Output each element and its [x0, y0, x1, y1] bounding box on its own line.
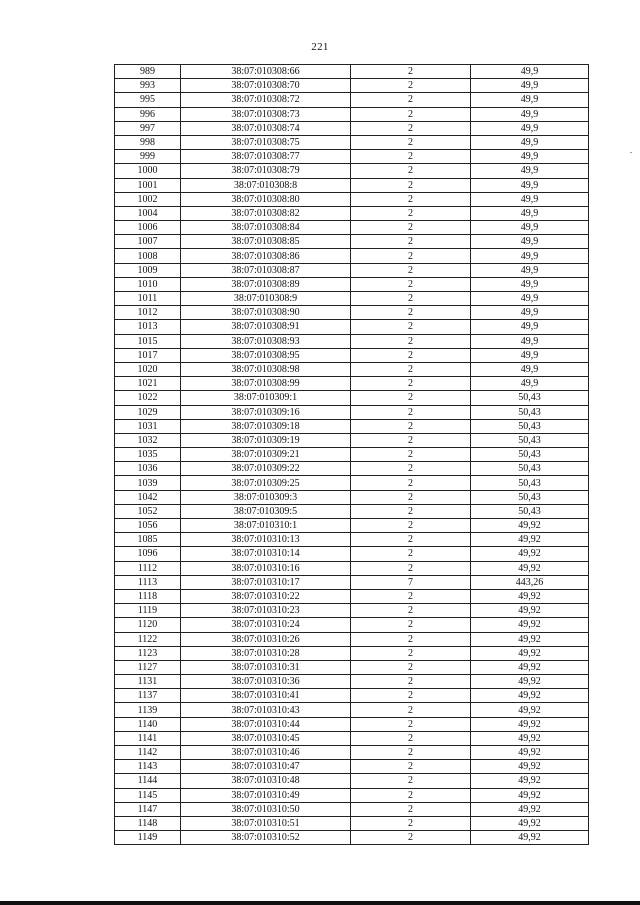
row-number-cell: 999 — [115, 150, 181, 164]
cadastral-number-cell: 38:07:010308:70 — [181, 79, 351, 93]
count-cell: 2 — [351, 675, 471, 689]
row-number-cell: 989 — [115, 65, 181, 79]
row-number-cell: 1006 — [115, 221, 181, 235]
count-cell: 2 — [351, 135, 471, 149]
value-cell: 49,9 — [471, 178, 589, 192]
value-cell: 50,43 — [471, 504, 589, 518]
table-row — [115, 377, 589, 391]
row-number-cell: 1031 — [115, 419, 181, 433]
cadastral-number-cell: 38:07:010310:23 — [181, 604, 351, 618]
row-number-cell: 1021 — [115, 377, 181, 391]
cadastral-number-cell: 38:07:010308:85 — [181, 235, 351, 249]
value-cell: 49,9 — [471, 206, 589, 220]
table-row — [115, 575, 589, 589]
value-cell: 49,9 — [471, 164, 589, 178]
count-cell: 2 — [351, 604, 471, 618]
table-row — [115, 206, 589, 220]
value-cell: 49,92 — [471, 533, 589, 547]
value-cell: 49,9 — [471, 135, 589, 149]
count-cell: 2 — [351, 164, 471, 178]
row-number-cell: 1123 — [115, 646, 181, 660]
cadastral-number-cell: 38:07:010310:13 — [181, 533, 351, 547]
cadastral-number-cell: 38:07:010308:91 — [181, 320, 351, 334]
table-row — [115, 618, 589, 632]
count-cell: 2 — [351, 476, 471, 490]
count-cell: 2 — [351, 419, 471, 433]
table-row — [115, 589, 589, 603]
value-cell: 50,43 — [471, 462, 589, 476]
cadastral-number-cell: 38:07:010310:41 — [181, 689, 351, 703]
value-cell: 49,9 — [471, 249, 589, 263]
table-row — [115, 235, 589, 249]
row-number-cell: 1001 — [115, 178, 181, 192]
row-number-cell: 1010 — [115, 277, 181, 291]
cadastral-number-cell: 38:07:010310:51 — [181, 816, 351, 830]
count-cell: 2 — [351, 362, 471, 376]
row-number-cell: 998 — [115, 135, 181, 149]
row-number-cell: 1022 — [115, 391, 181, 405]
table-row — [115, 306, 589, 320]
value-cell: 50,43 — [471, 448, 589, 462]
cadastral-number-cell: 38:07:010309:21 — [181, 448, 351, 462]
row-number-cell: 1056 — [115, 519, 181, 533]
cadastral-number-cell: 38:07:010308:80 — [181, 192, 351, 206]
cadastral-number-cell: 38:07:010308:89 — [181, 277, 351, 291]
cadastral-number-cell: 38:07:010309:5 — [181, 504, 351, 518]
value-cell: 50,43 — [471, 405, 589, 419]
row-number-cell: 1113 — [115, 575, 181, 589]
row-number-cell: 995 — [115, 93, 181, 107]
count-cell: 2 — [351, 660, 471, 674]
table-row — [115, 462, 589, 476]
row-number-cell: 1141 — [115, 731, 181, 745]
value-cell: 49,9 — [471, 235, 589, 249]
table-row — [115, 334, 589, 348]
cadastral-number-cell: 38:07:010309:19 — [181, 433, 351, 447]
count-cell: 2 — [351, 348, 471, 362]
value-cell: 49,92 — [471, 618, 589, 632]
count-cell: 2 — [351, 632, 471, 646]
row-number-cell: 1137 — [115, 689, 181, 703]
table-row — [115, 391, 589, 405]
value-cell: 49,9 — [471, 192, 589, 206]
count-cell: 2 — [351, 433, 471, 447]
count-cell: 2 — [351, 774, 471, 788]
row-number-cell: 1142 — [115, 746, 181, 760]
cadastral-number-cell: 38:07:010310:24 — [181, 618, 351, 632]
value-cell: 49,92 — [471, 561, 589, 575]
value-cell: 49,92 — [471, 660, 589, 674]
value-cell: 49,92 — [471, 788, 589, 802]
row-number-cell: 1147 — [115, 802, 181, 816]
value-cell: 50,43 — [471, 419, 589, 433]
value-cell: 49,9 — [471, 348, 589, 362]
table-row — [115, 135, 589, 149]
count-cell: 2 — [351, 746, 471, 760]
table-row — [115, 192, 589, 206]
table-row — [115, 689, 589, 703]
table-row — [115, 646, 589, 660]
cadastral-number-cell: 38:07:010308:73 — [181, 107, 351, 121]
count-cell: 2 — [351, 504, 471, 518]
value-cell: 49,9 — [471, 277, 589, 291]
cadastral-number-cell: 38:07:010309:18 — [181, 419, 351, 433]
table-row — [115, 561, 589, 575]
table-row — [115, 405, 589, 419]
count-cell: 2 — [351, 192, 471, 206]
row-number-cell: 1149 — [115, 831, 181, 845]
table-row — [115, 774, 589, 788]
cadastral-number-cell: 38:07:010310:45 — [181, 731, 351, 745]
scan-bottom-edge — [0, 901, 640, 905]
table-row — [115, 731, 589, 745]
table-row — [115, 348, 589, 362]
table-row — [115, 277, 589, 291]
cadastral-number-cell: 38:07:010308:75 — [181, 135, 351, 149]
row-number-cell: 1120 — [115, 618, 181, 632]
row-number-cell: 1096 — [115, 547, 181, 561]
row-number-cell: 1036 — [115, 462, 181, 476]
table-row — [115, 221, 589, 235]
count-cell: 2 — [351, 405, 471, 419]
table-row — [115, 150, 589, 164]
value-cell: 49,9 — [471, 263, 589, 277]
count-cell: 2 — [351, 306, 471, 320]
table-row — [115, 362, 589, 376]
count-cell: 2 — [351, 221, 471, 235]
cadastral-number-cell: 38:07:010310:44 — [181, 717, 351, 731]
cadastral-number-cell: 38:07:010308:93 — [181, 334, 351, 348]
count-cell: 7 — [351, 575, 471, 589]
value-cell: 50,43 — [471, 391, 589, 405]
count-cell: 2 — [351, 533, 471, 547]
cadastral-number-cell: 38:07:010308:77 — [181, 150, 351, 164]
row-number-cell: 1002 — [115, 192, 181, 206]
value-cell: 49,92 — [471, 604, 589, 618]
row-number-cell: 1017 — [115, 348, 181, 362]
row-number-cell: 1032 — [115, 433, 181, 447]
count-cell: 2 — [351, 448, 471, 462]
cadastral-number-cell: 38:07:010310:36 — [181, 675, 351, 689]
row-number-cell: 1008 — [115, 249, 181, 263]
table-body — [115, 65, 589, 845]
row-number-cell: 1009 — [115, 263, 181, 277]
value-cell: 49,9 — [471, 334, 589, 348]
row-number-cell: 1143 — [115, 760, 181, 774]
row-number-cell: 1004 — [115, 206, 181, 220]
row-number-cell: 1131 — [115, 675, 181, 689]
cadastral-number-cell: 38:07:010310:17 — [181, 575, 351, 589]
cadastral-number-cell: 38:07:010309:16 — [181, 405, 351, 419]
value-cell: 49,92 — [471, 689, 589, 703]
row-number-cell: 1122 — [115, 632, 181, 646]
table-row — [115, 292, 589, 306]
table-row — [115, 65, 589, 79]
value-cell: 49,9 — [471, 93, 589, 107]
table-row — [115, 519, 589, 533]
cadastral-number-cell: 38:07:010308:9 — [181, 292, 351, 306]
cadastral-number-cell: 38:07:010308:98 — [181, 362, 351, 376]
cadastral-number-cell: 38:07:010310:43 — [181, 703, 351, 717]
table-row — [115, 660, 589, 674]
value-cell: 49,92 — [471, 731, 589, 745]
value-cell: 49,9 — [471, 292, 589, 306]
table-row — [115, 448, 589, 462]
row-number-cell: 1112 — [115, 561, 181, 575]
count-cell: 2 — [351, 618, 471, 632]
row-number-cell: 1144 — [115, 774, 181, 788]
table-row — [115, 504, 589, 518]
table-row — [115, 746, 589, 760]
row-number-cell: 1042 — [115, 490, 181, 504]
row-number-cell: 1020 — [115, 362, 181, 376]
cadastral-number-cell: 38:07:010310:47 — [181, 760, 351, 774]
table-row — [115, 533, 589, 547]
cadastral-number-cell: 38:07:010310:48 — [181, 774, 351, 788]
row-number-cell: 1118 — [115, 589, 181, 603]
row-number-cell: 1145 — [115, 788, 181, 802]
row-number-cell: 1000 — [115, 164, 181, 178]
value-cell: 443,26 — [471, 575, 589, 589]
value-cell: 49,9 — [471, 306, 589, 320]
table-row — [115, 675, 589, 689]
cadastral-number-cell: 38:07:010308:72 — [181, 93, 351, 107]
row-number-cell: 1140 — [115, 717, 181, 731]
value-cell: 50,43 — [471, 490, 589, 504]
count-cell: 2 — [351, 150, 471, 164]
value-cell: 49,92 — [471, 802, 589, 816]
count-cell: 2 — [351, 121, 471, 135]
table-row — [115, 178, 589, 192]
row-number-cell: 1015 — [115, 334, 181, 348]
table-row — [115, 79, 589, 93]
value-cell: 49,92 — [471, 547, 589, 561]
cadastral-number-cell: 38:07:010310:46 — [181, 746, 351, 760]
cadastral-number-cell: 38:07:010309:25 — [181, 476, 351, 490]
row-number-cell: 996 — [115, 107, 181, 121]
row-number-cell: 1119 — [115, 604, 181, 618]
value-cell: 49,92 — [471, 831, 589, 845]
value-cell: 50,43 — [471, 433, 589, 447]
count-cell: 2 — [351, 490, 471, 504]
cadastral-number-cell: 38:07:010308:90 — [181, 306, 351, 320]
cadastral-number-cell: 38:07:010308:79 — [181, 164, 351, 178]
table-row — [115, 831, 589, 845]
table-row — [115, 107, 589, 121]
cadastral-number-cell: 38:07:010308:86 — [181, 249, 351, 263]
count-cell: 2 — [351, 760, 471, 774]
value-cell: 49,92 — [471, 632, 589, 646]
value-cell: 49,92 — [471, 746, 589, 760]
table-row — [115, 547, 589, 561]
value-cell: 49,92 — [471, 774, 589, 788]
value-cell: 49,92 — [471, 760, 589, 774]
table-row — [115, 121, 589, 135]
count-cell: 2 — [351, 519, 471, 533]
value-cell: 49,9 — [471, 121, 589, 135]
value-cell: 49,92 — [471, 703, 589, 717]
row-number-cell: 1007 — [115, 235, 181, 249]
count-cell: 2 — [351, 689, 471, 703]
count-cell: 2 — [351, 589, 471, 603]
cadastral-number-cell: 38:07:010310:52 — [181, 831, 351, 845]
table-row — [115, 320, 589, 334]
cadastral-number-cell: 38:07:010310:49 — [181, 788, 351, 802]
table-row — [115, 717, 589, 731]
count-cell: 2 — [351, 788, 471, 802]
value-cell: 49,92 — [471, 589, 589, 603]
count-cell: 2 — [351, 79, 471, 93]
count-cell: 2 — [351, 646, 471, 660]
count-cell: 2 — [351, 802, 471, 816]
table-row — [115, 816, 589, 830]
row-number-cell: 1085 — [115, 533, 181, 547]
value-cell: 49,9 — [471, 107, 589, 121]
table-row — [115, 263, 589, 277]
row-number-cell: 1011 — [115, 292, 181, 306]
cadastral-number-cell: 38:07:010310:1 — [181, 519, 351, 533]
value-cell: 49,9 — [471, 79, 589, 93]
count-cell: 2 — [351, 831, 471, 845]
table-row — [115, 802, 589, 816]
value-cell: 49,9 — [471, 150, 589, 164]
cadastral-number-cell: 38:07:010309:22 — [181, 462, 351, 476]
scan-artifact — [630, 152, 632, 153]
data-table — [114, 64, 589, 845]
table-container — [114, 64, 588, 845]
row-number-cell: 1052 — [115, 504, 181, 518]
table-row — [115, 476, 589, 490]
cadastral-number-cell: 38:07:010308:84 — [181, 221, 351, 235]
row-number-cell: 997 — [115, 121, 181, 135]
count-cell: 2 — [351, 107, 471, 121]
table-row — [115, 760, 589, 774]
cadastral-number-cell: 38:07:010308:95 — [181, 348, 351, 362]
table-row — [115, 703, 589, 717]
table-row — [115, 93, 589, 107]
table-row — [115, 249, 589, 263]
value-cell: 49,92 — [471, 646, 589, 660]
count-cell: 2 — [351, 717, 471, 731]
count-cell: 2 — [351, 547, 471, 561]
cadastral-number-cell: 38:07:010310:31 — [181, 660, 351, 674]
count-cell: 2 — [351, 731, 471, 745]
cadastral-number-cell: 38:07:010309:3 — [181, 490, 351, 504]
count-cell: 2 — [351, 65, 471, 79]
count-cell: 2 — [351, 377, 471, 391]
count-cell: 2 — [351, 703, 471, 717]
cadastral-number-cell: 38:07:010308:74 — [181, 121, 351, 135]
value-cell: 49,92 — [471, 675, 589, 689]
count-cell: 2 — [351, 561, 471, 575]
cadastral-number-cell: 38:07:010309:1 — [181, 391, 351, 405]
count-cell: 2 — [351, 263, 471, 277]
value-cell: 49,9 — [471, 320, 589, 334]
page-number: 221 — [311, 41, 329, 53]
table-row — [115, 604, 589, 618]
cadastral-number-cell: 38:07:010310:16 — [181, 561, 351, 575]
count-cell: 2 — [351, 206, 471, 220]
count-cell: 2 — [351, 235, 471, 249]
value-cell: 49,9 — [471, 65, 589, 79]
count-cell: 2 — [351, 93, 471, 107]
count-cell: 2 — [351, 320, 471, 334]
value-cell: 49,92 — [471, 717, 589, 731]
row-number-cell: 1013 — [115, 320, 181, 334]
row-number-cell: 1039 — [115, 476, 181, 490]
cadastral-number-cell: 38:07:010310:14 — [181, 547, 351, 561]
value-cell: 49,9 — [471, 362, 589, 376]
count-cell: 2 — [351, 816, 471, 830]
count-cell: 2 — [351, 292, 471, 306]
count-cell: 2 — [351, 249, 471, 263]
count-cell: 2 — [351, 178, 471, 192]
table-row — [115, 419, 589, 433]
value-cell: 49,92 — [471, 816, 589, 830]
cadastral-number-cell: 38:07:010310:26 — [181, 632, 351, 646]
row-number-cell: 1139 — [115, 703, 181, 717]
row-number-cell: 1012 — [115, 306, 181, 320]
table-row — [115, 632, 589, 646]
row-number-cell: 1127 — [115, 660, 181, 674]
cadastral-number-cell: 38:07:010310:22 — [181, 589, 351, 603]
cadastral-number-cell: 38:07:010308:87 — [181, 263, 351, 277]
table-row — [115, 164, 589, 178]
table-row — [115, 788, 589, 802]
table-row — [115, 433, 589, 447]
cadastral-number-cell: 38:07:010308:99 — [181, 377, 351, 391]
value-cell: 49,9 — [471, 221, 589, 235]
count-cell: 2 — [351, 334, 471, 348]
count-cell: 2 — [351, 462, 471, 476]
count-cell: 2 — [351, 277, 471, 291]
row-number-cell: 993 — [115, 79, 181, 93]
cadastral-number-cell: 38:07:010310:50 — [181, 802, 351, 816]
cadastral-number-cell: 38:07:010310:28 — [181, 646, 351, 660]
row-number-cell: 1029 — [115, 405, 181, 419]
row-number-cell: 1035 — [115, 448, 181, 462]
value-cell: 50,43 — [471, 476, 589, 490]
value-cell: 49,9 — [471, 377, 589, 391]
table-row — [115, 490, 589, 504]
value-cell: 49,92 — [471, 519, 589, 533]
row-number-cell: 1148 — [115, 816, 181, 830]
cadastral-number-cell: 38:07:010308:8 — [181, 178, 351, 192]
count-cell: 2 — [351, 391, 471, 405]
cadastral-number-cell: 38:07:010308:66 — [181, 65, 351, 79]
cadastral-number-cell: 38:07:010308:82 — [181, 206, 351, 220]
